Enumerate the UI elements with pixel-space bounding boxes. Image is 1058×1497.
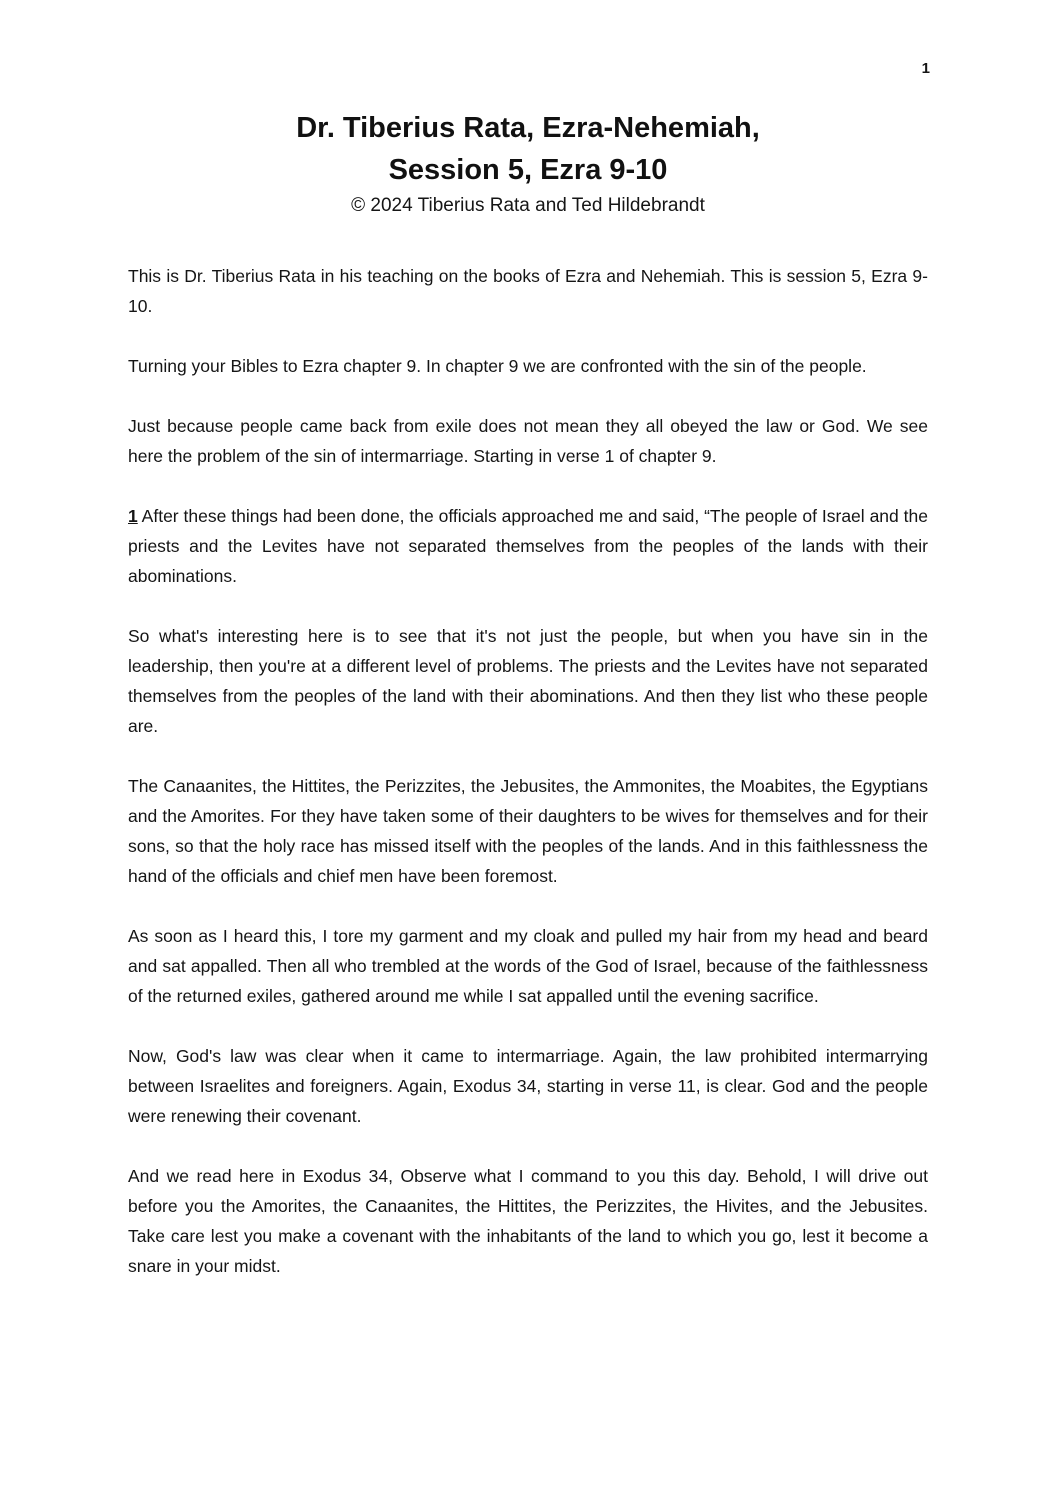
document-title-line2: Session 5, Ezra 9-10 — [388, 154, 668, 187]
paragraph-verse-1 — [128, 501, 928, 591]
paragraph-intro: This is Dr. Tiberius Rata in his teaching on the books of Ezra and Nehemiah. This is session 5, Ezra 9-10. — [128, 266, 928, 317]
document-body — [128, 261, 928, 1281]
paragraph-tore-garment: As soon as I heard this, I tore my garment and my cloak and pulled my hair from my head and beard and sat appalled. Then all who trembled at the words of the God of Israel, because of the faithlessness of the returned exiles, gathered around me while I sat appalled until the evening sacrifice. — [128, 926, 928, 1007]
verse-text: After these things had been done, the officials approached me and said, “The people of Israel and the priests and the Levites have not separated themselves from the peoples of the lands with their abominations. — [128, 506, 928, 587]
paragraph-peoples-list: The Canaanites, the Hittites, the Perizzites, the Jebusites, the Ammonites, the Moabites, the Egyptians and the Amorites. For they have taken some of their daughters to be wives for themselves and for their sons, so that the holy race has missed itself with the peoples of the lands. And in this faithlessness the hand of the officials and chief men have been foremost. — [128, 776, 928, 887]
paragraph-exile-return: Just because people came back from exile does not mean they all obeyed the law or God. We see here the problem of the sin of intermarriage. Starting in verse 1 of chapter 9. — [128, 416, 928, 467]
paragraph-turning-bibles: Turning your Bibles to Ezra chapter 9. In chapter 9 we are confronted with the sin of the people. — [128, 356, 867, 377]
document-title-line1: Dr. Tiberius Rata, Ezra-Nehemiah, — [296, 112, 760, 144]
paragraph-leadership-sin: So what's interesting here is to see that it's not just the people, but when you have sin in the leadership, then you're at a different level of problems. The priests and the Levites have not separated themselves from the peoples of the land with their abominations. And then they list who these people are. — [128, 626, 928, 737]
document-title — [128, 107, 928, 191]
copyright-line: © 2024 Tiberius Rata and Ted Hildebrandt — [351, 195, 705, 217]
paragraph-gods-law: Now, God's law was clear when it came to intermarriage. Again, the law prohibited intermarrying between Israelites and foreigners. Again, Exodus 34, starting in verse 11, is clear. God and the people were renewing their covenant. — [128, 1046, 928, 1127]
verse-number: 1 — [128, 506, 138, 527]
page-number: 1 — [921, 60, 930, 77]
paragraph-exodus-34: And we read here in Exodus 34, Observe what I command to you this day. Behold, I will drive out before you the Amorites, the Canaanites, the Hittites, the Perizzites, the Hivites, and the Jebusites. Take care lest you make a covenant with the inhabitants of the land to which you go, lest it become a snare in your midst. — [128, 1166, 928, 1277]
